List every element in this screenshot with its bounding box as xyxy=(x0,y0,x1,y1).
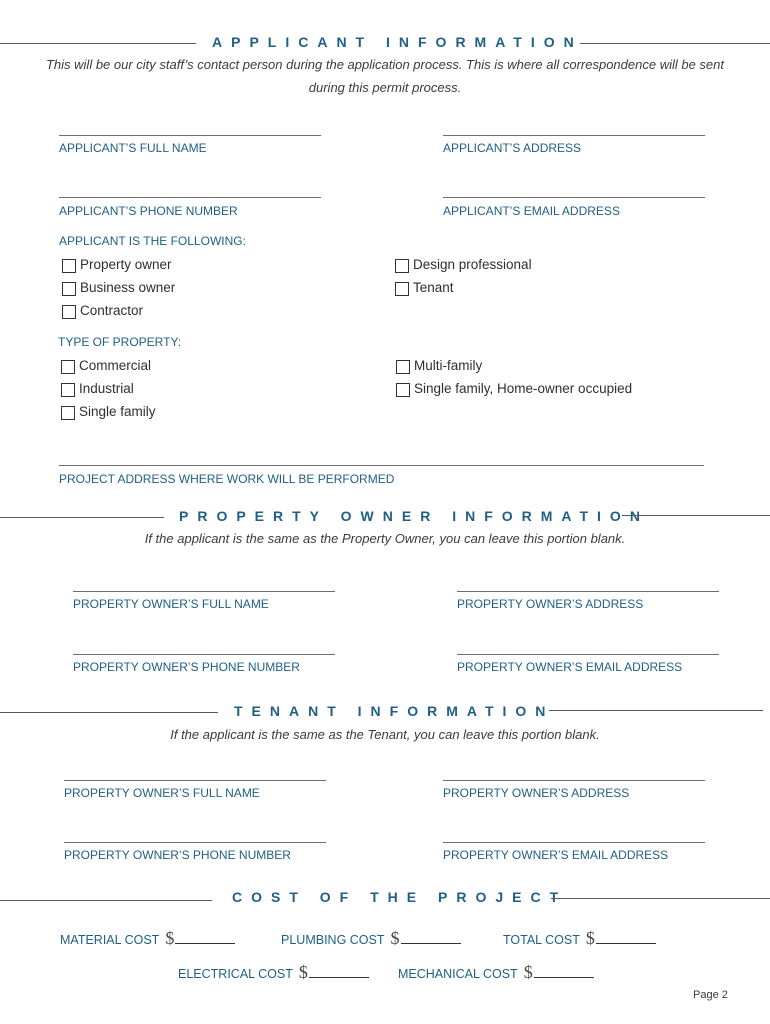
owner-address-label: PROPERTY OWNER’S ADDRESS xyxy=(457,597,644,611)
project-address-field[interactable] xyxy=(59,465,704,466)
tenant-phone-field[interactable] xyxy=(64,842,326,843)
tenant-option: Tenant xyxy=(413,280,454,295)
applicant-email-field[interactable] xyxy=(443,197,705,198)
section-rule-left xyxy=(0,43,196,44)
single-family-checkbox[interactable] xyxy=(61,406,75,420)
owner-note: If the applicant is the same as the Property Owner, you can leave this portion blank. xyxy=(144,531,626,546)
multi-family-checkbox[interactable] xyxy=(396,360,410,374)
single-family-owner-occupied-option: Single family, Home-owner occupied xyxy=(414,381,633,396)
multi-family-option: Multi-family xyxy=(414,358,483,373)
project-address-label: PROJECT ADDRESS WHERE WORK WILL BE PERFORMED xyxy=(59,472,395,486)
material-cost-label: MATERIAL COST xyxy=(60,933,160,947)
commercial-checkbox[interactable] xyxy=(61,360,75,374)
owner-phone-label: PROPERTY OWNER’S PHONE NUMBER xyxy=(73,660,300,674)
applicant-note: This will be our city staff’s contact person during the application process. This is where all correspondence will be sent during this permit process. xyxy=(45,57,725,95)
owner-email-field[interactable] xyxy=(457,654,719,655)
dollar-sign: $ xyxy=(523,962,533,982)
applicant-phone-field[interactable] xyxy=(59,197,321,198)
section-rule-left xyxy=(0,517,164,518)
owner-full-name-label: PROPERTY OWNER’S FULL NAME xyxy=(73,597,269,611)
tenant-email-label: PROPERTY OWNER’S EMAIL ADDRESS xyxy=(443,848,669,862)
tenant-address-field[interactable] xyxy=(443,780,705,781)
owner-full-name-field[interactable] xyxy=(73,591,335,592)
plumbing-cost-blank[interactable] xyxy=(401,931,461,944)
plumbing-cost-field[interactable] xyxy=(281,928,461,949)
applicant-address-field[interactable] xyxy=(443,135,705,136)
owner-phone-field[interactable] xyxy=(73,654,335,655)
dollar-sign: $ xyxy=(298,962,308,982)
owner-email-label: PROPERTY OWNER’S EMAIL ADDRESS xyxy=(457,660,683,674)
applicant-is-label: APPLICANT IS THE FOLLOWING: xyxy=(59,234,246,248)
section-title-tenant: TENANT INFORMATION xyxy=(234,703,555,719)
contractor-checkbox[interactable] xyxy=(62,305,76,319)
industrial-option: Industrial xyxy=(79,381,134,396)
total-cost-label: TOTAL COST xyxy=(503,933,580,947)
single-family-owner-occupied-checkbox[interactable] xyxy=(396,383,410,397)
property-type-label: TYPE OF PROPERTY: xyxy=(58,335,182,349)
tenant-phone-label: PROPERTY OWNER’S PHONE NUMBER xyxy=(64,848,291,862)
section-rule-right xyxy=(622,515,770,516)
commercial-option: Commercial xyxy=(79,358,152,373)
plumbing-cost-label: PLUMBING COST xyxy=(281,933,385,947)
mechanical-cost-label: MECHANICAL COST xyxy=(398,967,518,981)
applicant-address-label: APPLICANT’S ADDRESS xyxy=(443,141,582,155)
material-cost-field[interactable] xyxy=(60,928,235,949)
total-cost-blank[interactable] xyxy=(596,931,656,944)
property-owner-option: Property owner xyxy=(80,257,172,272)
section-rule-right xyxy=(580,43,770,44)
applicant-full-name-field[interactable] xyxy=(59,135,321,136)
applicant-full-name-label: APPLICANT’S FULL NAME xyxy=(59,141,207,155)
mechanical-cost-blank[interactable] xyxy=(534,965,594,978)
business-owner-option: Business owner xyxy=(80,280,176,295)
tenant-note: If the applicant is the same as the Tenant, you can leave this portion blank. xyxy=(170,727,600,742)
applicant-phone-label: APPLICANT’S PHONE NUMBER xyxy=(59,204,238,218)
tenant-address-label: PROPERTY OWNER’S ADDRESS xyxy=(443,786,630,800)
owner-address-field[interactable] xyxy=(457,591,719,592)
dollar-sign: $ xyxy=(390,928,400,948)
section-title-cost: COST OF THE PROJECT xyxy=(232,889,568,905)
tenant-checkbox[interactable] xyxy=(395,282,409,296)
section-title-applicant: APPLICANT INFORMATION xyxy=(212,34,583,50)
design-professional-option: Design professional xyxy=(413,257,532,272)
section-rule-left xyxy=(0,712,218,713)
industrial-checkbox[interactable] xyxy=(61,383,75,397)
section-title-property-owner: PROPERTY OWNER INFORMATION xyxy=(179,508,649,524)
section-rule-right xyxy=(551,898,770,899)
electrical-cost-blank[interactable] xyxy=(309,965,369,978)
tenant-full-name-field[interactable] xyxy=(64,780,326,781)
contractor-option: Contractor xyxy=(80,303,144,318)
section-rule-left xyxy=(0,900,212,901)
dollar-sign: $ xyxy=(585,928,595,948)
dollar-sign: $ xyxy=(165,928,175,948)
business-owner-checkbox[interactable] xyxy=(62,282,76,296)
total-cost-field[interactable] xyxy=(503,928,656,949)
electrical-cost-label: ELECTRICAL COST xyxy=(178,967,293,981)
mechanical-cost-field[interactable] xyxy=(398,962,594,983)
section-rule-right xyxy=(549,710,763,711)
tenant-email-field[interactable] xyxy=(443,842,705,843)
material-cost-blank[interactable] xyxy=(175,931,235,944)
single-family-option: Single family xyxy=(79,404,156,419)
tenant-full-name-label: PROPERTY OWNER’S FULL NAME xyxy=(64,786,260,800)
page-number: Page 2 xyxy=(693,989,728,1001)
electrical-cost-field[interactable] xyxy=(178,962,369,983)
property-owner-checkbox[interactable] xyxy=(62,259,76,273)
applicant-email-label: APPLICANT’S EMAIL ADDRESS xyxy=(443,204,620,218)
design-professional-checkbox[interactable] xyxy=(395,259,409,273)
